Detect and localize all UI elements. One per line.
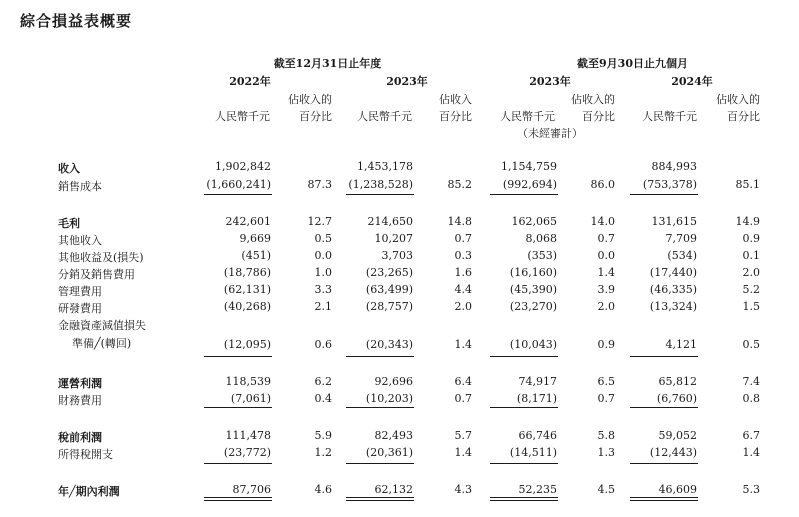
amount-cell: (10,203) — [365, 392, 413, 405]
percent-cell: 5.9 — [314, 429, 332, 442]
amount-cell: 92,696 — [374, 375, 413, 388]
amount-cell: 7,709 — [665, 232, 697, 245]
amount-cell: 131,615 — [651, 215, 697, 228]
amount-cell: (45,390) — [509, 283, 557, 296]
unaudited-note: （未經審計） — [517, 127, 583, 140]
percent-cell: 0.7 — [454, 232, 472, 245]
amount-cell: 46,609 — [658, 483, 697, 496]
percent-cell: 0.0 — [597, 249, 615, 262]
percent-cell: 86.0 — [590, 178, 615, 191]
rule-impairment-a — [204, 356, 272, 357]
amount-cell: 3,703 — [381, 249, 413, 262]
amount-cell: (6,760) — [656, 392, 697, 405]
percent-cell: 0.7 — [597, 232, 615, 245]
amount-cell: (23,772) — [223, 446, 271, 459]
percent-cell: 1.4 — [454, 338, 472, 351]
amount-cell: 59,052 — [658, 429, 697, 442]
percent-cell: 6.4 — [454, 375, 472, 388]
rule-cost-c — [490, 194, 558, 195]
amount-cell: 1,154,759 — [501, 160, 557, 173]
amount-header-b: 人民幣千元 — [357, 110, 412, 123]
percent-cell: 4.3 — [454, 483, 472, 496]
amount-cell: 10,207 — [374, 232, 413, 245]
rule-impairment-c — [490, 356, 558, 357]
percent-cell: 1.3 — [597, 446, 615, 459]
amount-cell: 162,065 — [511, 215, 557, 228]
percent-cell: 0.5 — [314, 232, 332, 245]
row-label: 稅前利潤 — [58, 431, 102, 444]
amount-cell: (14,511) — [509, 446, 557, 459]
percent-cell: 5.3 — [742, 483, 760, 496]
rule-finance-a — [204, 407, 272, 408]
percent-cell: 1.2 — [314, 446, 332, 459]
rule-tax-b — [346, 463, 414, 464]
percent-cell: 3.3 — [314, 283, 332, 296]
amount-cell: (10,043) — [509, 338, 557, 351]
amount-cell: (451) — [241, 249, 271, 262]
row-label: 研發費用 — [58, 302, 102, 315]
percent-cell: 0.6 — [314, 338, 332, 351]
amount-cell: 62,132 — [374, 483, 413, 496]
percent-cell: 14.0 — [590, 215, 615, 228]
double-rule-a — [204, 497, 272, 501]
rule-impairment-b — [346, 356, 414, 357]
amount-cell: (18,786) — [223, 266, 271, 279]
row-label: 管理費用 — [58, 285, 102, 298]
amount-cell: (20,343) — [365, 338, 413, 351]
row-label: 運營利潤 — [58, 377, 102, 390]
year-header-2022: 2022年 — [229, 75, 271, 88]
percent-cell: 5.2 — [742, 283, 760, 296]
year-header-2023-nine-months: 2023年 — [529, 75, 571, 88]
year-header-2024: 2024年 — [671, 75, 713, 88]
amount-cell: 82,493 — [374, 429, 413, 442]
rule-tax-c — [490, 463, 558, 464]
percent-cell: 3.9 — [597, 283, 615, 296]
amount-cell: (353) — [527, 249, 557, 262]
row-label: 其他收入 — [58, 234, 102, 247]
amount-cell: (534) — [667, 249, 697, 262]
amount-cell: (992,694) — [502, 178, 557, 191]
percent-cell: 0.8 — [742, 392, 760, 405]
rule-finance-c — [490, 407, 558, 408]
pct-header-line1-b: 佔收入 — [439, 93, 472, 106]
amount-cell: 1,453,178 — [357, 160, 413, 173]
amount-cell: (7,061) — [230, 392, 271, 405]
rule-cost-d — [630, 194, 698, 195]
row-label: 收入 — [58, 162, 80, 175]
percent-cell: 6.5 — [597, 375, 615, 388]
amount-cell: (1,238,528) — [348, 178, 413, 191]
row-label: 所得稅開支 — [58, 448, 113, 461]
row-label: 銷售成本 — [58, 180, 102, 193]
amount-cell: (8,171) — [516, 392, 557, 405]
amount-cell: 1,902,842 — [215, 160, 271, 173]
pct-header-line1-a: 佔收入的 — [288, 93, 332, 106]
rule-tax-d — [630, 463, 698, 464]
group-header-nine-months: 截至9月30日止九個月 — [577, 57, 688, 70]
percent-cell: 1.4 — [597, 266, 615, 279]
percent-cell: 0.7 — [597, 392, 615, 405]
pct-header-line2-c: 百分比 — [582, 110, 615, 123]
rule-impairment-d — [630, 356, 698, 357]
amount-cell: (753,378) — [642, 178, 697, 191]
rule-finance-d — [630, 407, 698, 408]
double-rule-d — [630, 497, 698, 501]
row-label-continued: 準備╱(轉回) — [72, 337, 132, 350]
percent-cell: 1.6 — [454, 266, 472, 279]
amount-cell: 52,235 — [518, 483, 557, 496]
row-label: 年╱期內利潤 — [58, 485, 120, 498]
rule-cost-b — [346, 194, 414, 195]
amount-cell: 242,601 — [225, 215, 271, 228]
rule-cost-a — [204, 194, 272, 195]
amount-cell: 87,706 — [232, 483, 271, 496]
percent-cell: 0.1 — [742, 249, 760, 262]
amount-cell: 74,917 — [518, 375, 557, 388]
amount-header-c: 人民幣千元 — [500, 110, 555, 123]
row-label: 分銷及銷售費用 — [58, 268, 135, 281]
percent-cell: 0.4 — [314, 392, 332, 405]
amount-header-d: 人民幣千元 — [642, 110, 697, 123]
row-label: 財務費用 — [58, 394, 102, 407]
percent-cell: 4.6 — [314, 483, 332, 496]
pct-header-line1-d: 佔收入的 — [716, 93, 760, 106]
amount-cell: 4,121 — [665, 338, 697, 351]
percent-cell: 0.0 — [314, 249, 332, 262]
percent-cell: 87.3 — [307, 178, 332, 191]
amount-cell: 118,539 — [225, 375, 271, 388]
percent-cell: 14.9 — [735, 215, 760, 228]
amount-cell: (13,324) — [649, 300, 697, 313]
group-header-annual: 截至12月31日止年度 — [273, 57, 382, 70]
row-label: 毛利 — [58, 217, 80, 230]
amount-cell: (23,270) — [509, 300, 557, 313]
amount-cell: 884,993 — [651, 160, 697, 173]
percent-cell: 5.7 — [454, 429, 472, 442]
amount-cell: 65,812 — [658, 375, 697, 388]
amount-cell: (20,361) — [365, 446, 413, 459]
percent-cell: 12.7 — [307, 215, 332, 228]
pct-header-line2-a: 百分比 — [299, 110, 332, 123]
percent-cell: 0.5 — [742, 338, 760, 351]
percent-cell: 1.0 — [314, 266, 332, 279]
percent-cell: 0.7 — [454, 392, 472, 405]
amount-cell: (16,160) — [509, 266, 557, 279]
amount-cell: 9,669 — [239, 232, 271, 245]
amount-cell: 111,478 — [225, 429, 271, 442]
double-rule-c — [490, 497, 558, 501]
percent-cell: 1.4 — [742, 446, 760, 459]
percent-cell: 0.3 — [454, 249, 472, 262]
pct-header-line2-b: 百分比 — [439, 110, 472, 123]
percent-cell: 7.4 — [742, 375, 760, 388]
amount-cell: 214,650 — [367, 215, 413, 228]
percent-cell: 2.0 — [597, 300, 615, 313]
page-title: 綜合損益表概要 — [20, 12, 133, 30]
percent-cell: 0.9 — [742, 232, 760, 245]
amount-cell: (12,095) — [223, 338, 271, 351]
amount-cell: (28,757) — [365, 300, 413, 313]
percent-cell: 85.2 — [447, 178, 472, 191]
amount-cell: (12,443) — [649, 446, 697, 459]
percent-cell: 0.9 — [597, 338, 615, 351]
row-label: 金融資產減值損失 — [58, 319, 146, 332]
amount-cell: (63,499) — [365, 283, 413, 296]
percent-cell: 14.8 — [447, 215, 472, 228]
rule-tax-a — [204, 463, 272, 464]
amount-cell: (23,265) — [365, 266, 413, 279]
rule-finance-b — [346, 407, 414, 408]
percent-cell: 4.4 — [454, 283, 472, 296]
amount-cell: 8,068 — [525, 232, 557, 245]
percent-cell: 5.8 — [597, 429, 615, 442]
amount-cell: (1,660,241) — [206, 178, 271, 191]
pct-header-line1-c: 佔收入的 — [571, 93, 615, 106]
year-header-2023: 2023年 — [386, 75, 428, 88]
amount-cell: (17,440) — [649, 266, 697, 279]
amount-cell: (40,268) — [223, 300, 271, 313]
percent-cell: 1.5 — [742, 300, 760, 313]
amount-cell: (62,131) — [223, 283, 271, 296]
percent-cell: 85.1 — [735, 178, 760, 191]
percent-cell: 2.0 — [454, 300, 472, 313]
pct-header-line2-d: 百分比 — [727, 110, 760, 123]
percent-cell: 6.2 — [314, 375, 332, 388]
percent-cell: 2.0 — [742, 266, 760, 279]
percent-cell: 1.4 — [454, 446, 472, 459]
amount-cell: 66,746 — [518, 429, 557, 442]
double-rule-b — [346, 497, 414, 501]
row-label: 其他收益及(損失) — [58, 251, 144, 264]
percent-cell: 6.7 — [742, 429, 760, 442]
amount-header-a: 人民幣千元 — [215, 110, 270, 123]
percent-cell: 4.5 — [597, 483, 615, 496]
percent-cell: 2.1 — [314, 300, 332, 313]
amount-cell: (46,335) — [649, 283, 697, 296]
